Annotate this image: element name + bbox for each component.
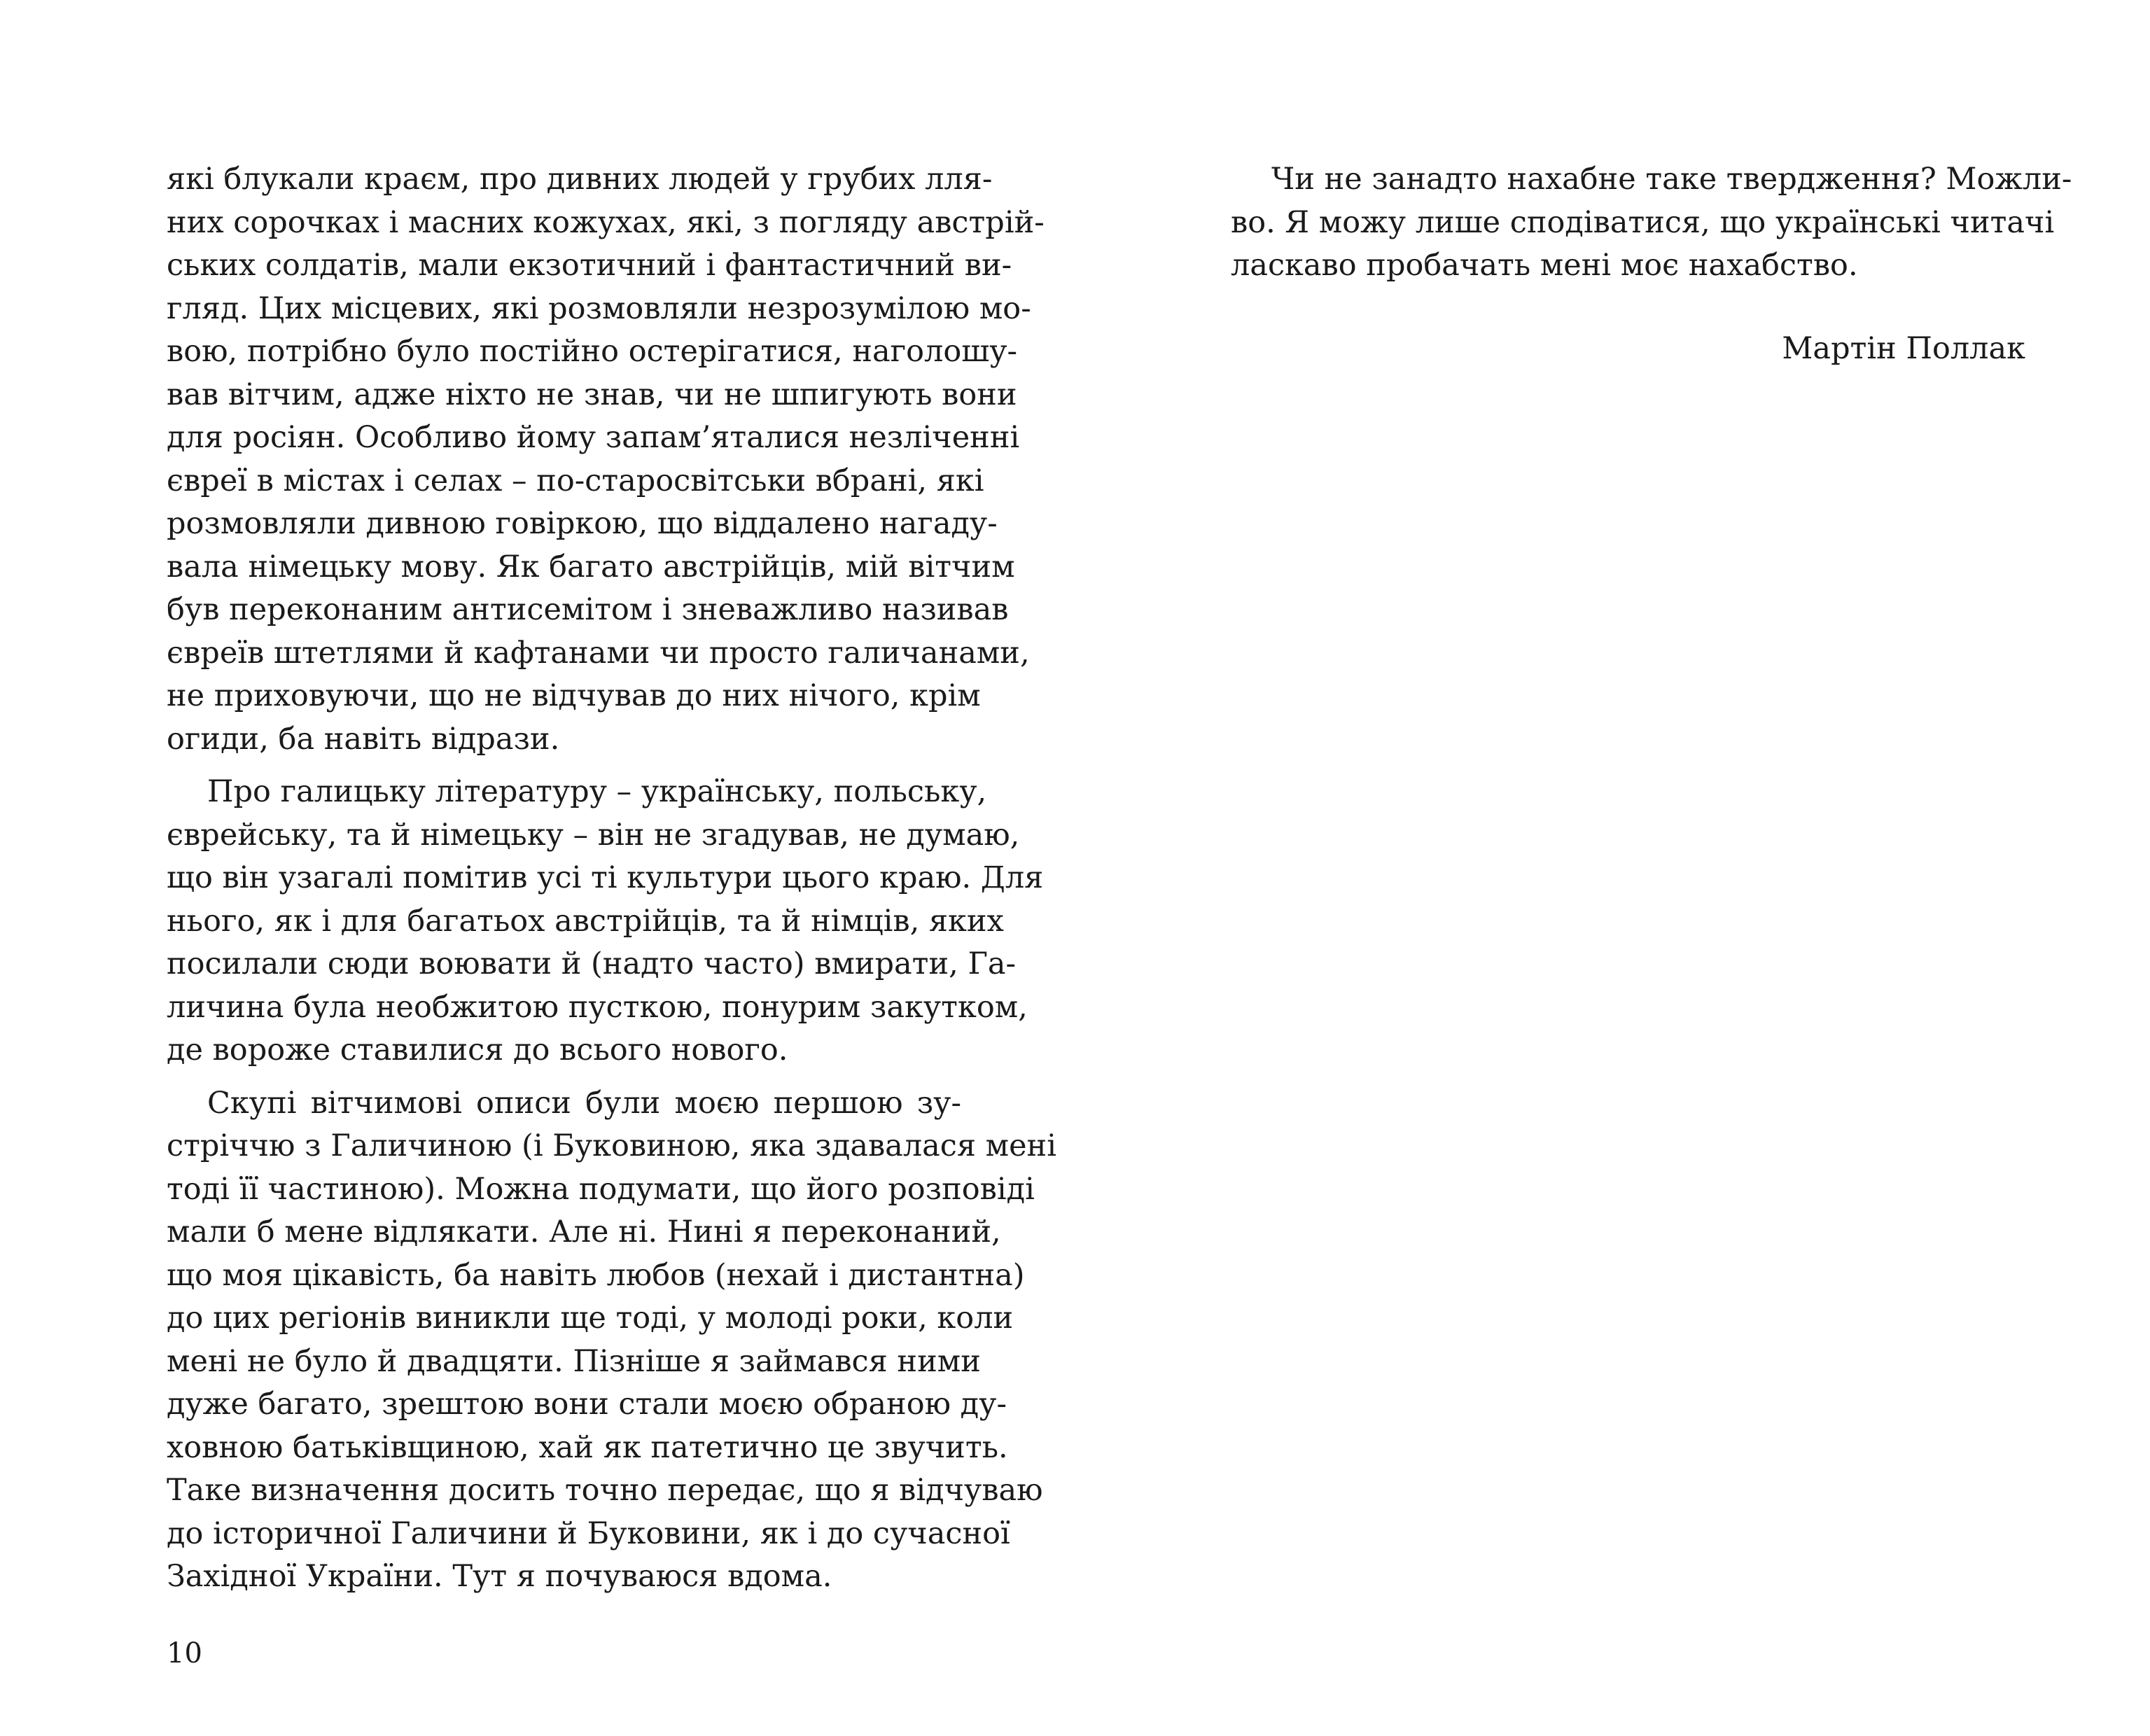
text-line: мали б мене відлякати. Але ні. Нині я переконаний, bbox=[167, 1214, 1001, 1250]
text-line: до цих регіонів виникли ще тоді, у молоді роки, коли bbox=[167, 1301, 1014, 1336]
author-signature: Мартін Поллак bbox=[1782, 331, 2025, 366]
text-line: вав вітчим, адже ніхто не знав, чи не шпигують вони bbox=[167, 377, 1017, 412]
text-line: Скупі вітчимові описи були моєю першою зу- bbox=[207, 1085, 961, 1121]
text-line: вала німецьку мову. Як багато австрійців, мій вітчим bbox=[167, 549, 1015, 584]
text-line: стріччю з Галичиною (і Буковиною, яка здавалася мені bbox=[167, 1128, 1056, 1163]
paragraph-1 bbox=[167, 158, 1045, 761]
paragraph-2 bbox=[167, 771, 1044, 1072]
text-line: них сорочках і масних кожухах, які, з погляду австрій- bbox=[167, 204, 1045, 240]
text-line: які блукали краєм, про дивних людей у грубих лля- bbox=[167, 162, 993, 197]
text-line: для росіян. Особливо йому запам’яталися незліченні bbox=[167, 420, 1020, 455]
text-line: Таке визначення досить точно передає, що я відчуваю bbox=[167, 1473, 1043, 1508]
text-line: розмовляли дивною говіркою, що віддалено нагаду- bbox=[167, 506, 998, 541]
paragraph-3 bbox=[167, 1082, 1056, 1599]
text-line: вою, потрібно було постійно остерігатися, наголошу- bbox=[167, 334, 1018, 369]
text-line: євреї в містах і селах – по-старосвітськи вбрані, які bbox=[167, 463, 984, 498]
text-line: ських солдатів, мали екзотичний і фантастичний ви- bbox=[167, 248, 1012, 283]
text-line: ховною батьківщиною, хай як патетично це звучить. bbox=[167, 1429, 1008, 1465]
right-text-column bbox=[1231, 158, 2072, 288]
left-text-column bbox=[167, 158, 1056, 1599]
text-line: єврейську, та й німецьку – він не згадував, не думаю, bbox=[167, 817, 1020, 853]
text-line: мені не було й двадцяти. Пізніше я займався ними bbox=[167, 1343, 981, 1379]
closing-paragraph bbox=[1231, 158, 2072, 288]
page-number: 10 bbox=[167, 1637, 202, 1670]
text-line: во. Я можу лише сподіватися, що українські читачі bbox=[1231, 204, 2055, 240]
text-line: що моя цікавість, ба навіть любов (нехай і дистантна) bbox=[167, 1257, 1025, 1293]
text-line: де вороже ставилися до всього нового. bbox=[167, 1032, 788, 1068]
text-line: Чи не занадто нахабне таке твердження? Можли- bbox=[1271, 162, 2072, 197]
text-line: нього, як і для багатьох австрійців, та й німців, яких bbox=[167, 903, 1004, 939]
text-line: до історичної Галичини й Буковини, як і до сучасної bbox=[167, 1516, 1010, 1551]
right-page bbox=[1075, 0, 2150, 1736]
text-line: дуже багато, зрештою вони стали моєю обраною ду- bbox=[167, 1387, 1007, 1422]
text-line: Про галицьку літературу – українську, польську, bbox=[207, 774, 987, 809]
text-line: не приховуючи, що не відчував до них нічого, крім bbox=[167, 678, 981, 713]
text-line: гляд. Цих місцевих, які розмовляли незрозумілою мо- bbox=[167, 290, 1031, 326]
text-line: ласкаво пробачать мені моє нахабство. bbox=[1231, 248, 1858, 283]
text-line: євреїв штетлями й кафтанами чи просто галичанами, bbox=[167, 635, 1030, 671]
text-line: личина була необжитою пусткою, понурим закутком, bbox=[167, 989, 1028, 1025]
text-line: що він узагалі помітив усі ті культури цього краю. Для bbox=[167, 860, 1044, 895]
text-line: Західної України. Тут я почуваюся вдома. bbox=[167, 1559, 832, 1594]
text-line: тоді її частиною). Можна подумати, що його розповіді bbox=[167, 1171, 1035, 1207]
text-line: посилали сюди воювати й (надто часто) вмирати, Га- bbox=[167, 946, 1017, 981]
text-line: огиди, ба навіть відрази. bbox=[167, 721, 560, 757]
paragraph-gap bbox=[167, 761, 961, 771]
text-line: був переконаним антисемітом і зневажливо називав bbox=[167, 592, 1009, 627]
paragraph-gap bbox=[167, 1072, 961, 1082]
